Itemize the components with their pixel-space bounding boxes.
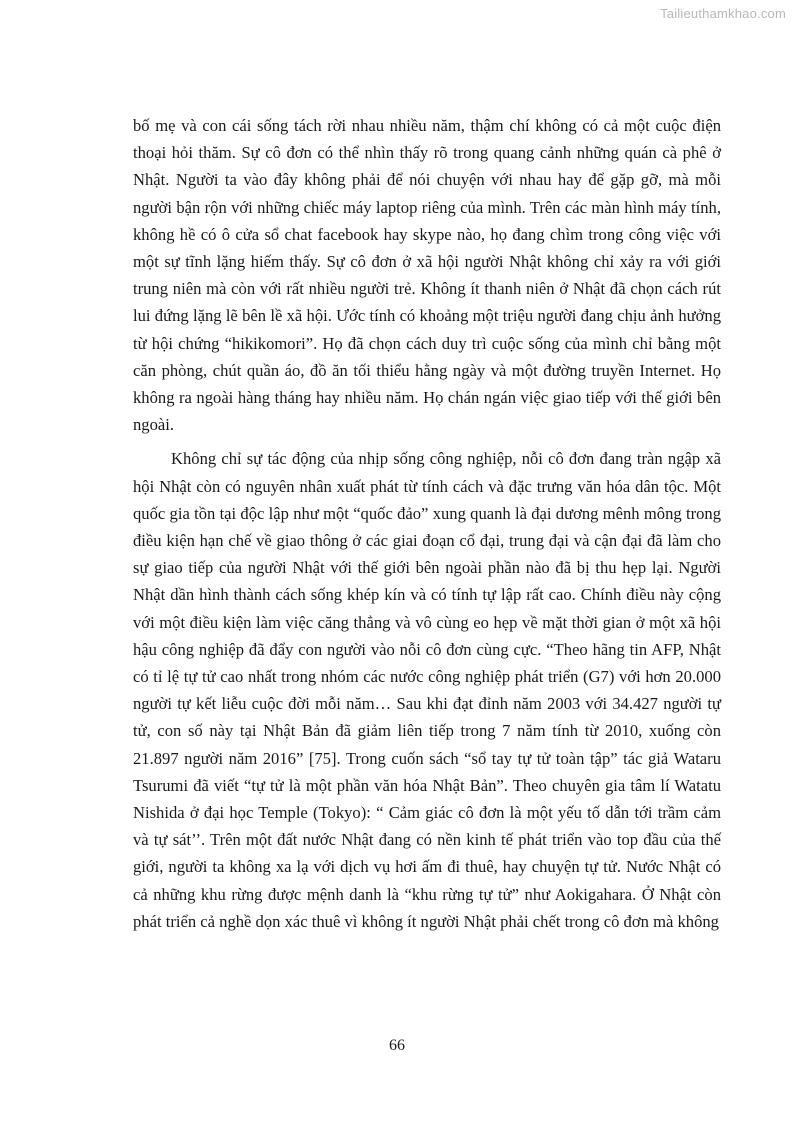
paragraph-2: Không chỉ sự tác động của nhịp sống công nghiệp, nỗi cô đơn đang tràn ngập xã hội Nhật còn có nguyên nhân xuất phát từ tính cách và đặc trưng văn hóa dân tộc. Một quốc gia tồn tại độc lập như một “quốc đảo” xung quanh là đại dương mênh mông trong điều kiện hạn chế về giao thông ở các giai đoạn cổ đại, trung đại và cận đại đã làm cho sự giao tiếp của người Nhật với thế giới bên ngoài phần nào đã bị thu hẹp lại. Người Nhật dần hình thành cách sống khép kín và có tính tự lập rất cao. Chính điều này cộng với một điều kiện làm việc căng thẳng và vô cùng eo hẹp về mặt thời gian ở một xã hội hậu công nghiệp đã đẩy con người vào nỗi cô đơn cùng cực. “Theo hãng tin AFP, Nhật có tỉ lệ tự tử cao nhất trong nhóm các nước công nghiệp phát triển (G7) với hơn 20.000 người tự kết liễu cuộc đời mỗi năm… Sau khi đạt đỉnh năm 2003 với 34.427 người tự tử, con số này tại Nhật Bản đã giảm liên tiếp trong 7 năm tính từ 2010, xuống còn 21.897 người năm 2016” [75]. Trong cuốn sách “sổ tay tự tử toàn tập” tác giả Wataru Tsurumi đã viết “tự tử là một phần văn hóa Nhật Bản”. Theo chuyên gia tâm lí Watatu Nishida ở đại học Temple (Tokyo): “ Cảm giác cô đơn là một yếu tố dẫn tới trầm cảm và tự sát’’. Trên một đất nước Nhật đang có nền kinh tế phát triển vào top đầu của thế giới, người ta không xa lạ với dịch vụ hơi ấm đi thuê, hay chuyện tự tử. Nước Nhật có cả những khu rừng được mệnh danh là “khu rừng tự tử” như Aokigahara. Ở Nhật còn phát triển cả nghề dọn xác thuê vì không ít người Nhật phải chết trong cô đơn mà không: [133, 449, 721, 931]
watermark: Tailieuthamkhao.com: [660, 6, 786, 21]
paragraph-1: bố mẹ và con cái sống tách rời nhau nhiều năm, thậm chí không có cả một cuộc điện thoại hỏi thăm. Sự cô đơn có thể nhìn thấy rõ trong quang cảnh những quán cà phê ở Nhật. Người ta vào đây không phải để nói chuyện với nhau hay để gặp gỡ, mà mỗi người bận rộn với những chiếc máy laptop riêng của mình. Trên các màn hình máy tính, không hề có ô cửa sổ chat facebook hay skype nào, họ đang chìm trong công việc với một sự tĩnh lặng hiếm thấy. Sự cô đơn ở xã hội người Nhật không chỉ xảy ra với giới trung niên mà còn với rất nhiều người trẻ. Không ít thanh niên ở Nhật đã chọn cách rút lui đứng lặng lẽ bên lề xã hội. Ước tính có khoảng một triệu người đang chịu ảnh hưởng từ hội chứng “hikikomori”. Họ đã chọn cách duy trì cuộc sống của mình chỉ bằng một căn phòng, chút quần áo, đồ ăn tối thiểu hằng ngày và một đường truyền Internet. Họ không ra ngoài hàng tháng hay nhiều năm. Họ chán ngán việc giao tiếp với thế giới bên ngoài.: [133, 116, 721, 435]
document-body: [133, 112, 721, 935]
page-number: 66: [389, 1037, 405, 1054]
